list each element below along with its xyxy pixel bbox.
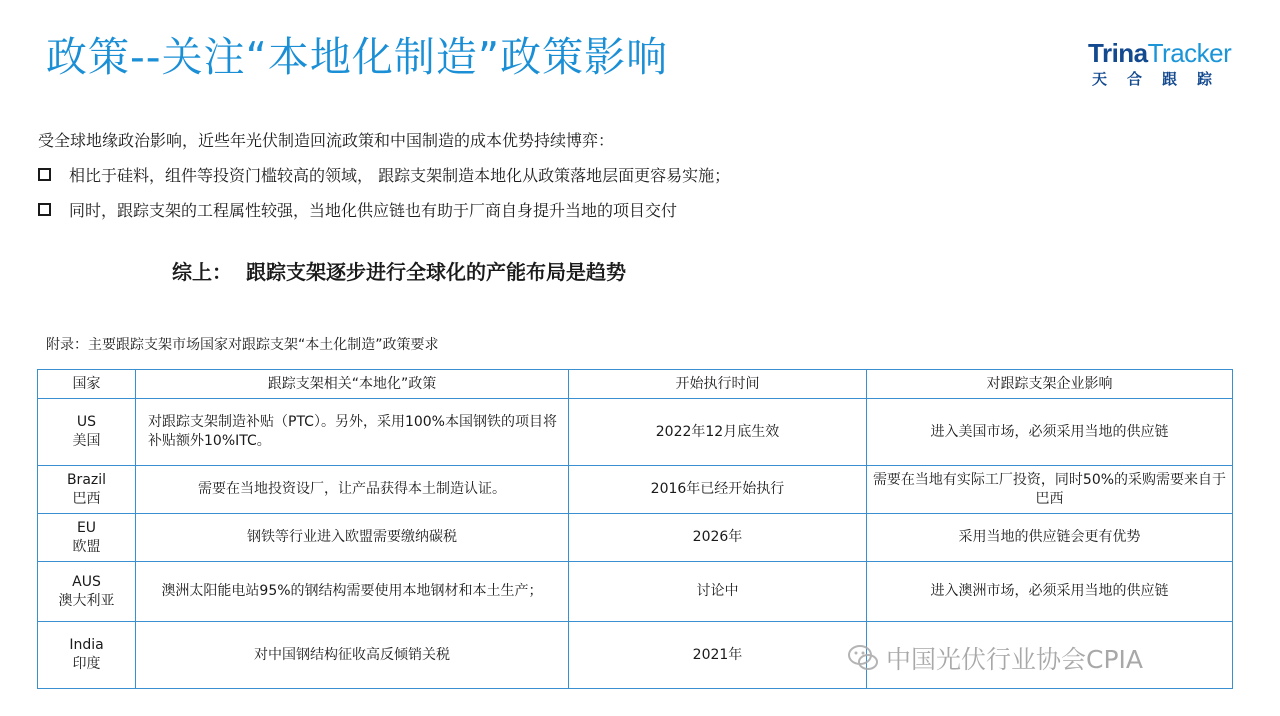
logo-wordmark xyxy=(1088,40,1238,66)
logo-chinese-name: 天合跟踪 xyxy=(1092,70,1233,88)
logo-trina-text: Trina xyxy=(1088,38,1148,68)
table-row xyxy=(38,514,1233,562)
impact-cell: 进入美国市场，必须采用当地的供应链 xyxy=(867,399,1233,466)
country-cell xyxy=(38,399,136,466)
bullet-item xyxy=(38,198,677,221)
country-en: US xyxy=(76,414,97,430)
start-cell: 2016年已经开始执行 xyxy=(569,466,867,514)
country-cn: 欧盟 xyxy=(72,538,101,555)
logo-tracker-text: Tracker xyxy=(1147,38,1232,68)
header-impact: 对跟踪支架企业影响 xyxy=(867,370,1233,399)
table-row xyxy=(38,466,1233,514)
country-cell xyxy=(38,514,136,562)
start-cell: 2026年 xyxy=(569,514,867,562)
impact-cell: 需要在当地有实际工厂投资，同时50%的采购需要来自于巴西 xyxy=(867,466,1233,514)
company-logo xyxy=(1088,40,1238,89)
impact-cell: 采用当地的供应链会更有优势 xyxy=(867,514,1233,562)
country-cell xyxy=(38,562,136,622)
summary-text: 跟踪支架逐步进行全球化的产能布局是趋势 xyxy=(246,260,626,284)
country-cn: 印度 xyxy=(72,656,101,672)
country-cell xyxy=(38,622,136,689)
bullet-text: 相比于硅料，组件等投资门槛较高的领域， 跟踪支架制造本地化从政策落地层面更容易实施； xyxy=(69,166,731,185)
impact-cell: 进入澳洲市场，必须采用当地的供应链 xyxy=(867,562,1233,622)
square-bullet-icon xyxy=(38,203,51,216)
header-policy: 跟踪支架相关“本地化”政策 xyxy=(136,370,569,399)
bullet-text: 同时，跟踪支架的工程属性较强，当地化供应链也有助于厂商自身提升当地的项目交付 xyxy=(69,201,678,220)
start-cell: 讨论中 xyxy=(569,562,867,622)
table-row xyxy=(38,399,1233,466)
table-header-row xyxy=(38,370,1233,399)
country-cell xyxy=(38,466,136,514)
start-cell: 2022年12月底生效 xyxy=(569,399,867,466)
policy-cell: 澳洲太阳能电站95%的钢结构需要使用本地钢材和本土生产； xyxy=(136,562,569,622)
country-en: EU xyxy=(76,519,97,536)
policy-cell: 需要在当地投资设厂，让产品获得本土制造认证。 xyxy=(136,466,569,514)
summary-prefix: 综上： xyxy=(172,260,232,284)
appendix-caption: 附录：主要跟踪支架市场国家对跟踪支架“本土化制造”政策要求 xyxy=(46,337,439,353)
header-country: 国家 xyxy=(38,370,136,399)
country-cn: 美国 xyxy=(72,433,101,449)
start-cell: 2021年 xyxy=(569,622,867,689)
country-cn: 巴西 xyxy=(72,490,101,507)
table-row xyxy=(38,562,1233,622)
country-cn: 澳大利亚 xyxy=(58,592,115,609)
square-bullet-icon xyxy=(38,168,51,181)
country-en: AUS xyxy=(72,573,101,590)
summary-statement xyxy=(172,256,626,285)
country-en: India xyxy=(69,637,104,653)
policy-cell: 钢铁等行业进入欧盟需要缴纳碳税 xyxy=(136,514,569,562)
policy-cell: 对中国钢结构征收高反倾销关税 xyxy=(136,622,569,689)
header-start-time: 开始执行时间 xyxy=(569,370,867,399)
page-title: 政策--关注“本地化制造”政策影响 xyxy=(46,33,669,81)
watermark-text: 中国光伏行业协会CPIA xyxy=(886,645,1144,674)
intro-text: 受全球地缘政治影响，近些年光伏制造回流政策和中国制造的成本优势持续博弈： xyxy=(38,131,615,150)
policy-cell: 对跟踪支架制造补贴（PTC）。另外，采用100%本国钢铁的项目将补贴额外10%ITC。 xyxy=(136,399,569,466)
watermark xyxy=(846,640,1143,676)
wechat-icon xyxy=(846,641,880,675)
bullet-item xyxy=(38,163,730,186)
country-en: Brazil xyxy=(66,471,107,488)
